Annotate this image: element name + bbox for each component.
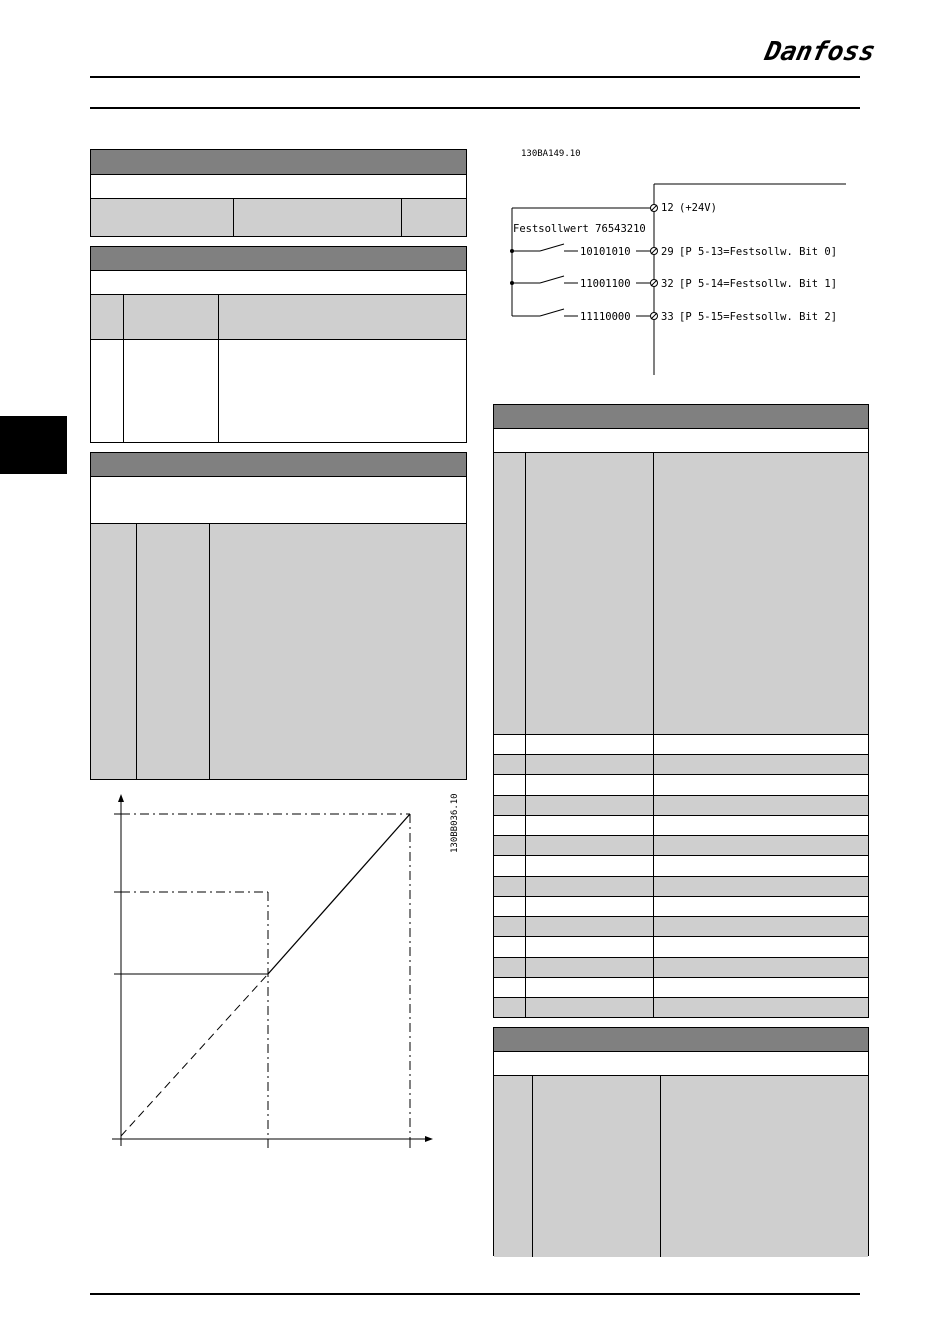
param-table-c-cell [137, 524, 209, 779]
param-table-d [493, 404, 869, 1018]
param-table-a-cell [91, 199, 233, 236]
table-row [494, 796, 868, 815]
param-table-b-head-cell [124, 295, 218, 339]
wiring-diagram [500, 170, 860, 380]
solid-ramp [268, 814, 410, 974]
param-table-e-cell [661, 1076, 868, 1257]
param-table-a-header [91, 150, 466, 174]
param-table-d-cell [654, 453, 868, 734]
param-table-e [493, 1027, 869, 1256]
footer-rule [90, 1293, 860, 1295]
chapter-tab [0, 416, 67, 474]
graph-figure-id [447, 795, 461, 855]
param-table-d-cell [526, 453, 653, 734]
table-row [494, 958, 868, 977]
row-code: 11001100 [580, 278, 631, 290]
param-table-c-cell [91, 524, 136, 779]
graph-figure-id-text: 130BB036.10 [450, 793, 460, 853]
danfoss-logo [762, 30, 878, 72]
dashed-ramp [121, 974, 268, 1136]
header-rule-bottom [90, 107, 860, 109]
table-row [494, 836, 868, 855]
param-table-b-head-cell [219, 295, 466, 339]
x-axis-arrow [425, 1136, 433, 1142]
table-row [494, 877, 868, 896]
param-table-c-header [91, 453, 466, 476]
supply-terminal: 12 [661, 202, 674, 214]
reference-graph [100, 786, 470, 1166]
param-table-e-header [494, 1028, 868, 1051]
param-table-c [90, 452, 467, 780]
wiring-figure-id: 130BA149.10 [521, 149, 581, 159]
param-table-b-head-cell [91, 295, 123, 339]
table-row [494, 755, 868, 774]
row-text: [P 5-13=Festsollw. Bit 0] [679, 246, 838, 258]
param-table-a-cell [402, 199, 466, 236]
header-rule-top [90, 76, 860, 78]
param-table-d-header [494, 405, 868, 428]
param-table-b-header [91, 247, 466, 270]
row-terminal: 33 [661, 311, 674, 323]
row-code: 11110000 [580, 311, 631, 323]
y-axis-arrow [118, 794, 124, 802]
param-table-c-cell [210, 524, 466, 779]
row-text: [P 5-15=Festsollw. Bit 2] [679, 311, 838, 323]
row-terminal: 32 [661, 278, 674, 290]
supply-text: (+24V) [679, 202, 717, 214]
table-row [494, 917, 868, 936]
param-table-d-cell [494, 453, 525, 734]
row-text: [P 5-14=Festsollw. Bit 1] [679, 278, 838, 290]
row-code: 10101010 [580, 246, 631, 258]
param-table-e-cell [494, 1076, 532, 1257]
wiring-header-label: Festsollwert 76543210 [513, 223, 646, 235]
row-terminal: 29 [661, 246, 674, 258]
param-table-a [90, 149, 467, 237]
logo-wordmark: Danfoss [762, 37, 878, 67]
table-row [494, 998, 868, 1017]
param-table-a-cell [234, 199, 401, 236]
param-table-b [90, 246, 467, 443]
param-table-e-cell [533, 1076, 660, 1257]
